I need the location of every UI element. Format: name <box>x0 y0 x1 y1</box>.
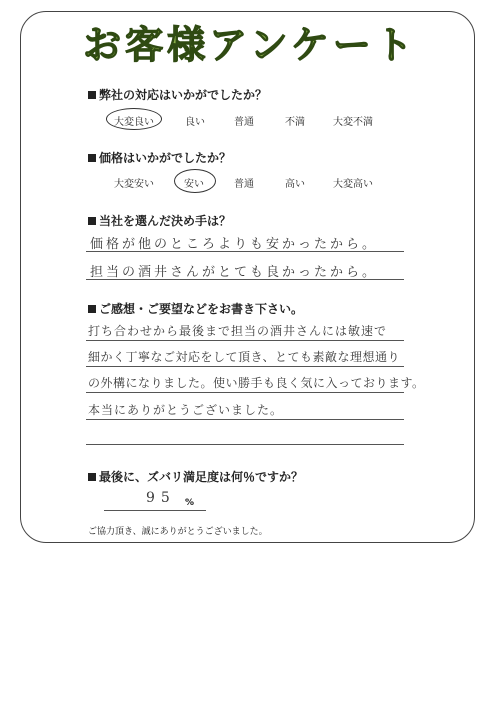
question-comments <box>88 300 303 317</box>
comment-line-4: 本当にありがとうございました。 <box>88 403 284 417</box>
q1-option-3[interactable]: 普通 <box>234 117 254 128</box>
q1-option-1[interactable]: 大変良い <box>114 117 154 128</box>
q2-option-3[interactable]: 普通 <box>234 179 254 190</box>
reason-answer-line-1: 価格が他のところよりも安かったから。 <box>90 237 379 252</box>
answer-rule <box>86 279 404 280</box>
q1-option-2[interactable]: 良い <box>185 117 205 128</box>
answer-rule <box>86 251 404 252</box>
square-bullet-icon <box>88 91 96 99</box>
answer-rule <box>86 444 404 445</box>
question-satisfaction-label: 最後に、ズバリ満足度は何％ですか？ <box>99 470 304 484</box>
question-service <box>88 86 267 103</box>
square-bullet-icon <box>88 154 96 162</box>
question-reason-label: 当社を選んだ決め手は？ <box>99 214 232 228</box>
answer-rule <box>86 419 404 420</box>
comment-line-2: 細かく丁寧なご対応をして頂き、とても素敵な理想通り <box>88 350 401 364</box>
square-bullet-icon <box>88 473 96 481</box>
answer-rule <box>86 366 404 367</box>
q2-option-4[interactable]: 高い <box>285 179 305 190</box>
survey-title: お客様アンケート <box>83 23 417 67</box>
footer-thanks: ご協力頂き、誠にありがとうございました。 <box>88 527 268 537</box>
q2-option-1[interactable]: 大変安い <box>114 179 154 190</box>
q2-option-2[interactable]: 安い <box>184 179 204 190</box>
comment-line-3: の外構になりました。使い勝手も良く気に入っております。 <box>88 376 425 390</box>
q2-option-5[interactable]: 大変高い <box>333 179 373 190</box>
q1-option-5[interactable]: 大変不満 <box>333 117 373 128</box>
question-price-label: 価格はいかがでしたか？ <box>99 151 232 165</box>
question-reason <box>88 212 231 229</box>
answer-rule <box>86 340 404 341</box>
percent-unit: % <box>185 498 195 508</box>
question-price <box>88 149 231 166</box>
comment-line-1: 打ち合わせから最後まで担当の酒井さんには敏速で <box>88 324 388 338</box>
q1-option-4[interactable]: 不満 <box>285 117 305 128</box>
question-service-label: 弊社の対応はいかがでしたか？ <box>99 88 268 102</box>
question-satisfaction <box>88 468 303 485</box>
square-bullet-icon <box>88 217 96 225</box>
question-comments-label: ご感想・ご要望などをお書き下さい。 <box>99 302 304 316</box>
reason-answer-line-2: 担当の酒井さんがとても良かったから。 <box>90 265 379 280</box>
satisfaction-rule <box>104 510 206 511</box>
square-bullet-icon <box>88 305 96 313</box>
satisfaction-value: 95 <box>146 490 176 506</box>
answer-rule <box>86 392 404 393</box>
